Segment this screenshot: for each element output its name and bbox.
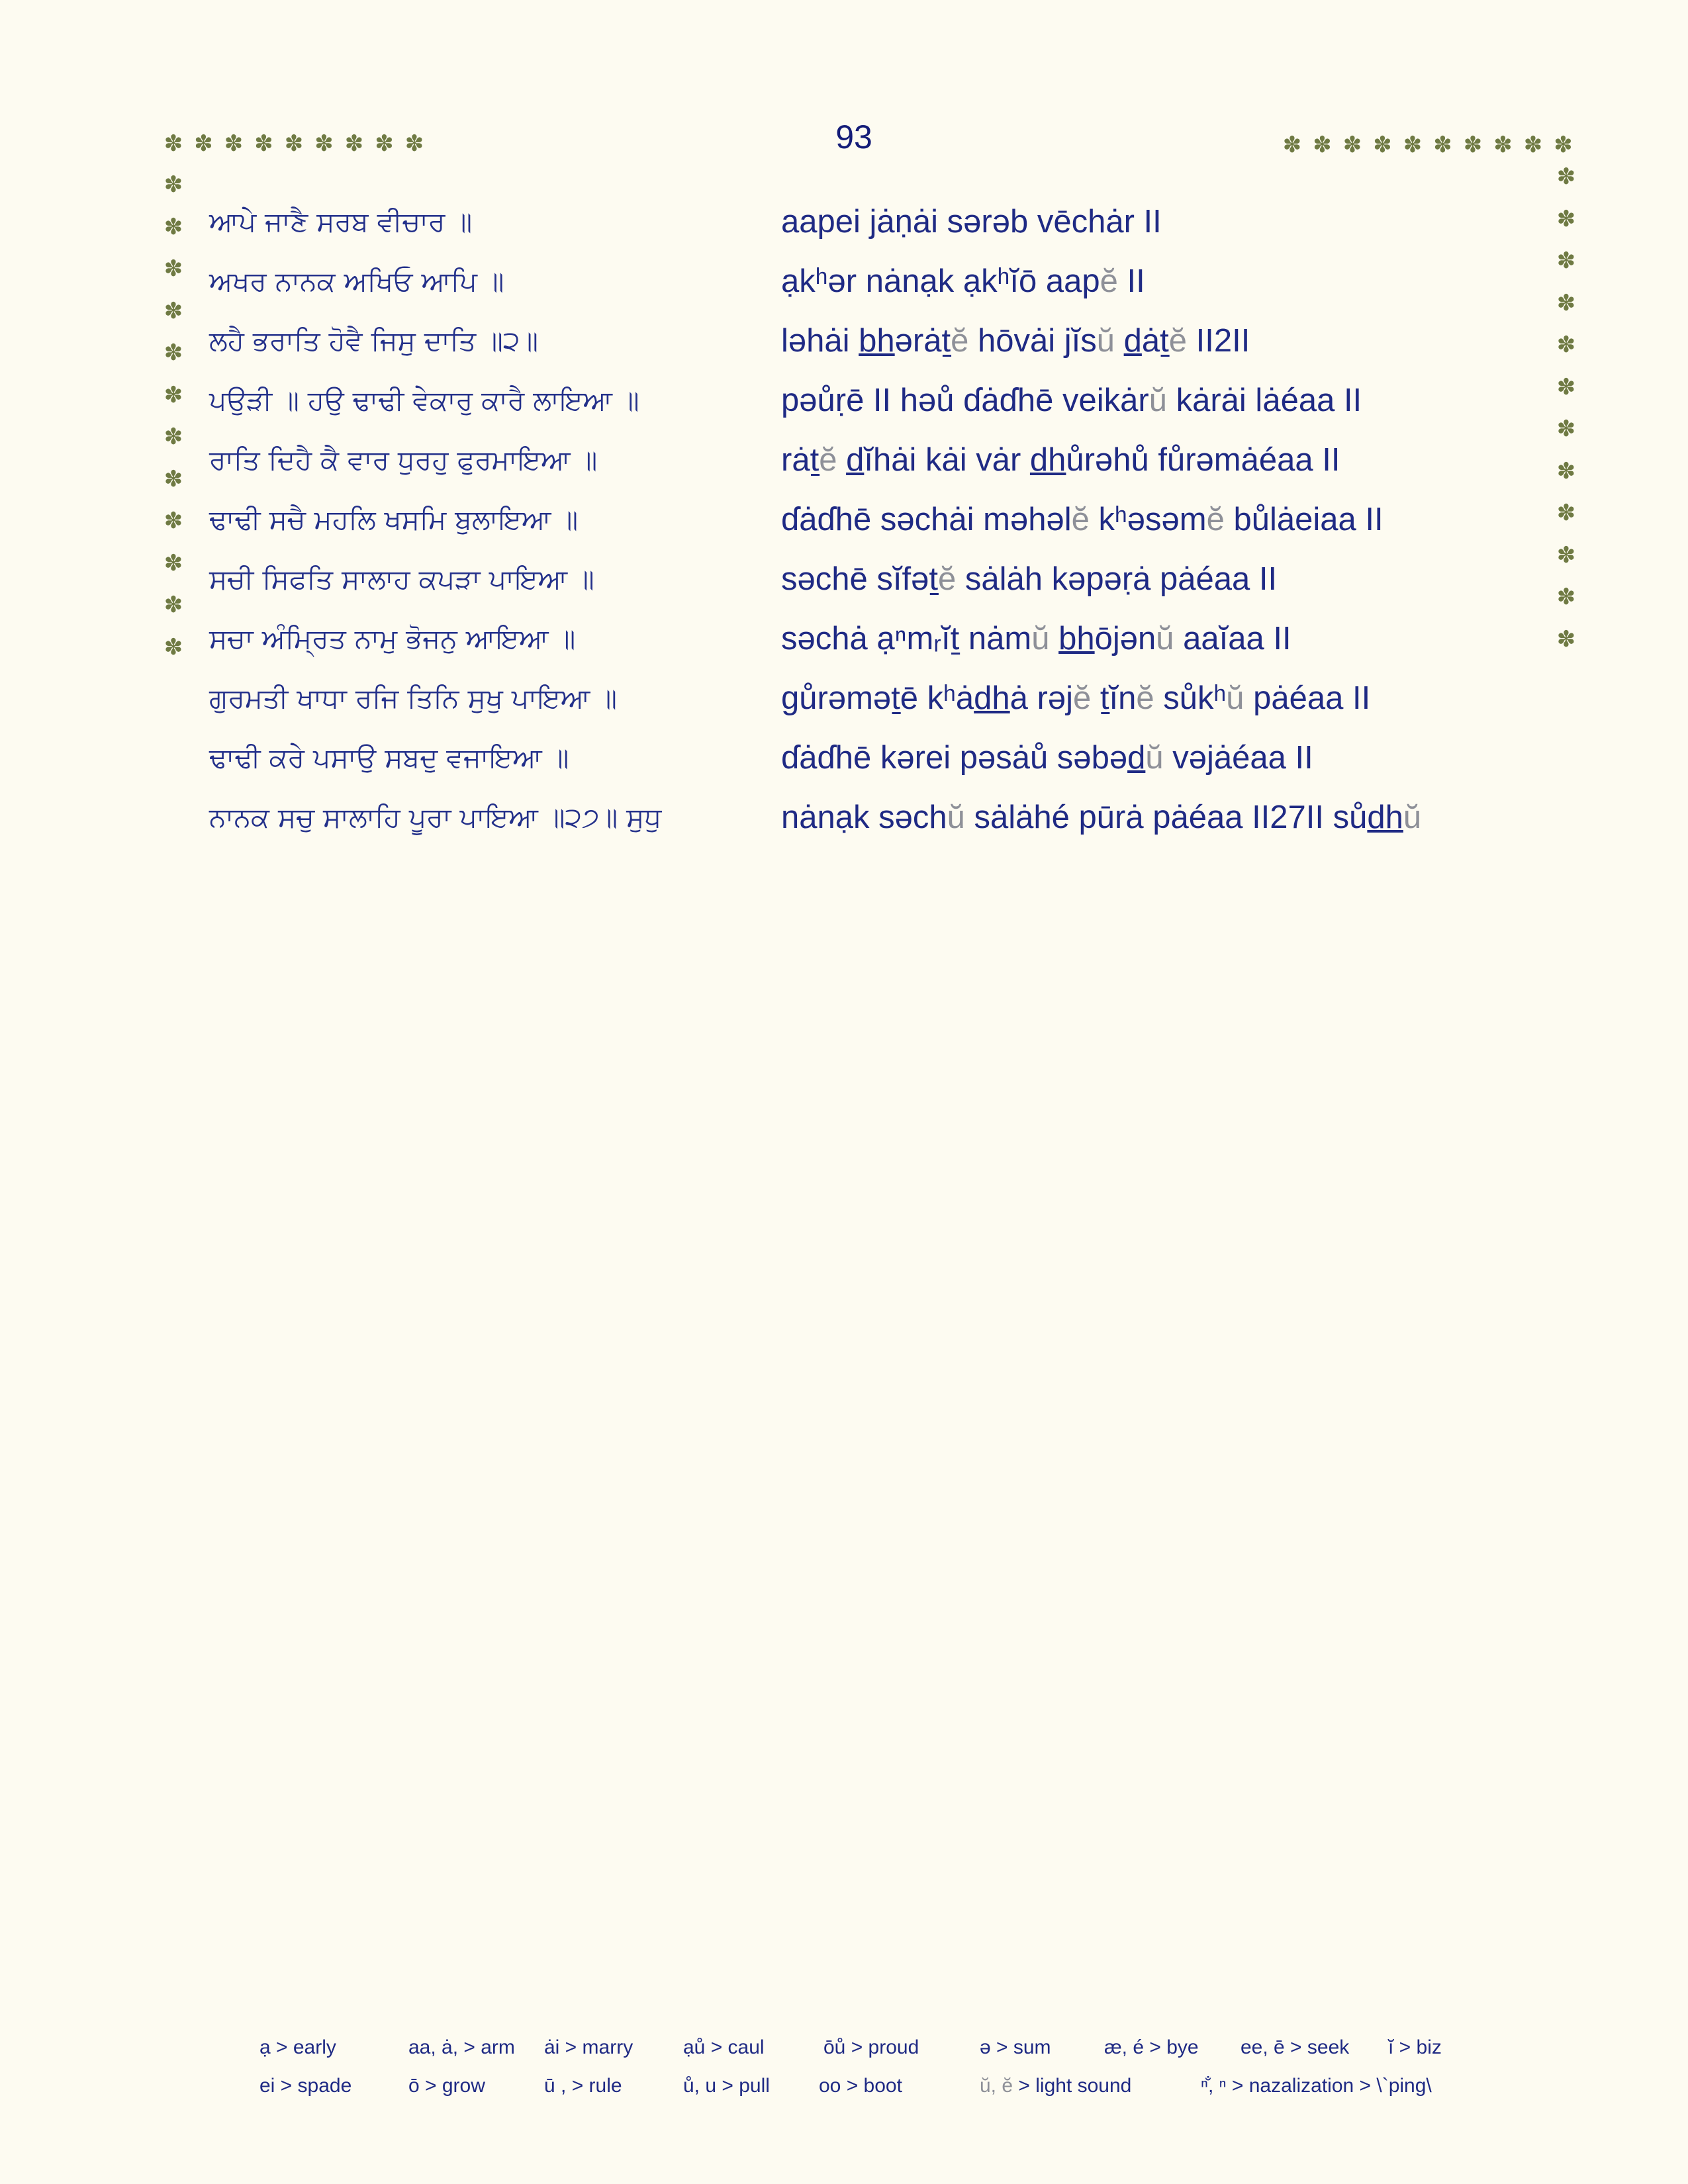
flower-icon: ✽ — [164, 297, 183, 324]
transliteration-segment: ĕ — [1071, 502, 1090, 537]
transliteration-segment: sůkʰ — [1154, 680, 1227, 716]
verse-line — [0, 788, 1688, 847]
verse-line — [0, 311, 1688, 371]
legend-item: ĭ > biz — [1388, 2036, 1442, 2058]
transliteration-segment: aaĭaa II — [1174, 621, 1291, 657]
transliteration-segment: ĕ — [951, 323, 969, 359]
transliteration-text — [781, 728, 1313, 788]
transliteration-segment: hōvȧi jĭs — [968, 323, 1097, 359]
flower-icon: ✽ — [1373, 132, 1392, 158]
transliteration-segment: ĕ — [1136, 680, 1154, 716]
transliteration-segment: kʰəsəm — [1089, 502, 1207, 537]
transliteration-segment — [1049, 621, 1058, 657]
verse-line — [0, 668, 1688, 728]
transliteration-segment: bůlȧeiaa II — [1224, 502, 1383, 537]
gurmukhi-text: ਢਾਢੀ ਕਰੇ ਪਸਾਉ ਸਬਦੁ ਵਜਾਇਆ ॥ — [209, 742, 569, 774]
transliteration-segment: ṯĭn — [1091, 680, 1137, 716]
transliteration-segment: d — [1123, 323, 1142, 359]
transliteration-segment: bh — [1058, 621, 1095, 657]
flower-icon: ✽ — [194, 130, 213, 157]
transliteration-segment: ȧ rəj — [1009, 680, 1073, 716]
transliteration-segment: II2II — [1187, 323, 1250, 359]
flower-icon: ✽ — [1556, 416, 1576, 442]
transliteration-segment: bh — [859, 323, 895, 359]
flower-icon: ✽ — [1556, 332, 1576, 358]
flower-icon: ✽ — [164, 592, 183, 618]
gurmukhi-text: ਲਹੈ ਭਰਾਤਿ ਹੋਵੈ ਜਿਸੁ ਦਾਤਿ ॥੨॥ — [209, 325, 538, 357]
transliteration-text — [781, 609, 1291, 668]
flower-icon: ✽ — [1556, 289, 1576, 316]
transliteration-segment — [837, 442, 846, 478]
legend-item: ee, ē > seek — [1241, 2036, 1350, 2058]
flower-icon: ✽ — [344, 130, 364, 157]
gurmukhi-text: ਸਚਾ ਅੰਮ੍ਰਿਤ ਨਾਮੁ ਭੋਜਨੁ ਆਇਆ ॥ — [209, 623, 576, 655]
flower-icon: ✽ — [1523, 132, 1543, 158]
flower-icon: ✽ — [1433, 132, 1452, 158]
transliteration-segment: ĕ — [1206, 502, 1225, 537]
gurmukhi-text: ਗੁਰਮਤੀ ਖਾਧਾ ਰਜਿ ਤਿਨਿ ਸੁਖੁ ਪਾਇਆ ॥ — [209, 682, 617, 714]
transliteration-segment: ĕ — [937, 561, 957, 597]
legend-item: aa, ȧ, > arm — [408, 2036, 515, 2058]
flower-icon: ✽ — [164, 549, 183, 576]
transliteration-segment: səchȧ ạⁿmᵣĭṯ nȧm — [781, 621, 1032, 657]
flower-icon: ✽ — [224, 130, 244, 157]
legend-item: ōů > proud — [823, 2036, 919, 2058]
transliteration-segment: ĕ — [819, 442, 837, 478]
verse-line — [0, 371, 1688, 430]
legend-light-symbols: ŭ, ĕ — [980, 2075, 1013, 2097]
legend-row-2 — [0, 2070, 1688, 2103]
flower-icon: ✽ — [164, 340, 183, 366]
flower-icon: ✽ — [1556, 541, 1576, 569]
legend-item: ů, u > pull — [683, 2075, 770, 2097]
verse-line — [0, 430, 1688, 490]
verse-line — [0, 192, 1688, 251]
transliteration-text — [781, 251, 1145, 311]
flower-icon: ✽ — [1556, 500, 1576, 526]
transliteration-segment: ŭ — [947, 799, 965, 835]
transliteration-text — [781, 788, 1421, 847]
flower-icon: ✽ — [314, 130, 334, 157]
legend-item: ei > spade — [259, 2075, 352, 2097]
flower-icon: ✽ — [1282, 132, 1302, 158]
flower-icon: ✽ — [1313, 132, 1332, 158]
transliteration-segment: ōjən — [1094, 621, 1156, 657]
transliteration-segment: II — [1117, 263, 1145, 299]
gurmukhi-text: ਨਾਨਕ ਸਚੁ ਸਾਲਾਹਿ ਪੂਰਾ ਪਾਇਆ ॥੨੭॥ ਸੁਧੁ — [209, 801, 662, 833]
verse-line — [0, 549, 1688, 609]
flower-icon: ✽ — [164, 213, 183, 240]
verse-line — [0, 609, 1688, 668]
transliteration-segment: ɗȧɗhē səchȧi məhəl — [781, 502, 1072, 537]
flower-icon: ✽ — [164, 508, 183, 534]
legend-item: ȧi > marry — [544, 2036, 633, 2058]
gurmukhi-text: ਆਪੇ ਜਾਣੈ ਸਰਬ ਵੀਚਾਰ ॥ — [209, 206, 473, 238]
transliteration-segment: rȧṯ — [781, 442, 820, 478]
flower-icon: ✽ — [1556, 205, 1576, 232]
gurmukhi-text: ਢਾਢੀ ਸਚੈ ਮਹਲਿ ਖਸਮਿ ਬੁਲਾਇਆ ॥ — [209, 504, 579, 535]
transliteration-segment: dh — [974, 680, 1010, 716]
transliteration-segment — [1115, 323, 1124, 359]
gurmukhi-text: ਸਚੀ ਸਿਫਤਿ ਸਾਲਾਹ ਕਪੜਾ ਪਾਇਆ ॥ — [209, 563, 594, 595]
legend-item — [980, 2070, 1131, 2103]
transliteration-text — [781, 371, 1362, 430]
verse-line — [0, 490, 1688, 549]
legend-row-1 — [0, 2031, 1688, 2064]
flower-icon: ✽ — [1556, 584, 1576, 610]
flower-icon: ✽ — [1556, 373, 1576, 400]
transliteration-segment: sȧlȧhé pūrȧ pȧéaa II27II sů — [964, 799, 1368, 835]
transliteration-segment: ŭ — [1096, 323, 1115, 359]
transliteration-segment: vəjȧéaa II — [1163, 740, 1313, 776]
legend-item: æ, é > bye — [1104, 2036, 1199, 2058]
flower-icon: ✽ — [254, 130, 273, 157]
transliteration-text — [781, 490, 1383, 549]
transliteration-text — [781, 549, 1277, 609]
flower-icon: ✽ — [1493, 132, 1513, 158]
legend-item: ạů > caul — [683, 2036, 765, 2058]
legend-item: ō > grow — [408, 2075, 485, 2097]
flower-icon: ✽ — [164, 255, 183, 282]
transliteration-segment: gůrəməṯē kʰȧ — [781, 680, 974, 716]
legend-item: ə > sum — [980, 2036, 1051, 2058]
flower-icon: ✽ — [1556, 248, 1576, 274]
transliteration-segment: pəůṛē II həů ɗȧɗhē veikȧr — [781, 383, 1149, 418]
transliteration-text — [781, 311, 1250, 371]
verse-line — [0, 728, 1688, 788]
transliteration-text — [781, 430, 1340, 490]
legend-description: > light sound — [1013, 2075, 1132, 2097]
transliteration-segment: ŭ — [1156, 621, 1174, 657]
transliteration-segment: ŭ — [1403, 799, 1422, 835]
transliteration-segment: ərȧṯ — [894, 323, 951, 359]
transliteration-segment: sȧlȧh kəpəṛȧ pȧéaa II — [956, 561, 1278, 597]
transliteration-segment: ŭ — [1145, 740, 1164, 776]
flower-icon: ✽ — [284, 130, 304, 157]
gurmukhi-text: ਰਾਤਿ ਦਿਹੈ ਕੈ ਵਾਰ ਧੁਰਹੁ ਫੁਰਮਾਇਆ ॥ — [209, 444, 598, 476]
transliteration-segment: ĕ — [1073, 680, 1092, 716]
transliteration-text — [781, 192, 1162, 251]
flower-icon: ✽ — [375, 130, 394, 157]
transliteration-segment: pȧéaa II — [1244, 680, 1371, 716]
transliteration-segment: aapei jȧṇȧi sərəb vēchȧr II — [781, 204, 1162, 240]
gurmukhi-text: ਪਉੜੀ ॥ ਹਉ ਢਾਢੀ ਵੇਕਾਰੁ ਕਾਰੈ ਲਾਇਆ ॥ — [209, 385, 639, 416]
transliteration-segment: səchē sĭfəṯ — [781, 561, 938, 597]
transliteration-segment: kȧrȧi lȧéaa II — [1167, 383, 1362, 418]
transliteration-segment: ĕ — [1100, 263, 1118, 299]
transliteration-segment: dh — [1029, 442, 1066, 478]
transliteration-segment: d — [1127, 740, 1146, 776]
flower-icon: ✽ — [1556, 163, 1576, 190]
transliteration-segment: ŭ — [1226, 680, 1244, 716]
flower-icon: ✽ — [164, 465, 183, 492]
flower-icon: ✽ — [164, 424, 183, 450]
transliteration-text — [781, 668, 1370, 728]
transliteration-segment: ĭhȧi kȧi vȧr — [864, 442, 1030, 478]
flower-icon: ✽ — [1554, 132, 1573, 158]
legend-item: oo > boot — [819, 2075, 902, 2097]
flower-icon: ✽ — [1342, 132, 1362, 158]
legend-item: ⁿ̐, ⁿ > nazalization > \`ping\ — [1201, 2075, 1432, 2097]
flower-icon: ✽ — [1556, 625, 1576, 653]
transliteration-segment: ạkʰər nȧnạk ạkʰĭō aap — [781, 263, 1100, 299]
legend-item: ạ > early — [259, 2036, 336, 2058]
transliteration-segment: nȧnạk səch — [781, 799, 947, 835]
transliteration-segment: ȧṯ — [1141, 323, 1169, 359]
flower-icon: ✽ — [164, 130, 183, 157]
transliteration-segment: d — [846, 442, 865, 478]
transliteration-segment: dh — [1367, 799, 1403, 835]
gurmukhi-text: ਅਖਰ ਨਾਨਕ ਅਖਿਓ ਆਪਿ ॥ — [209, 265, 504, 297]
transliteration-segment: ůrəhů fůrəmȧéaa II — [1066, 442, 1340, 478]
page-number: 93 — [835, 118, 872, 156]
flower-icon: ✽ — [164, 381, 183, 408]
flower-icon: ✽ — [1463, 132, 1483, 158]
verse-line — [0, 248, 1688, 311]
transliteration-segment: ŭ — [1149, 383, 1167, 418]
transliteration-segment: ŭ — [1031, 621, 1050, 657]
transliteration-segment: ləhȧi — [781, 323, 859, 359]
legend-item: ū , > rule — [544, 2075, 622, 2097]
transliteration-segment: ĕ — [1168, 323, 1188, 359]
transliteration-segment: ɗȧɗhē kərei pəsȧů səbə — [781, 740, 1128, 776]
flower-icon: ✽ — [1403, 132, 1423, 158]
flower-icon: ✽ — [404, 130, 424, 157]
flower-icon: ✽ — [164, 171, 183, 198]
flower-icon: ✽ — [1556, 457, 1576, 484]
flower-icon: ✽ — [164, 633, 183, 660]
